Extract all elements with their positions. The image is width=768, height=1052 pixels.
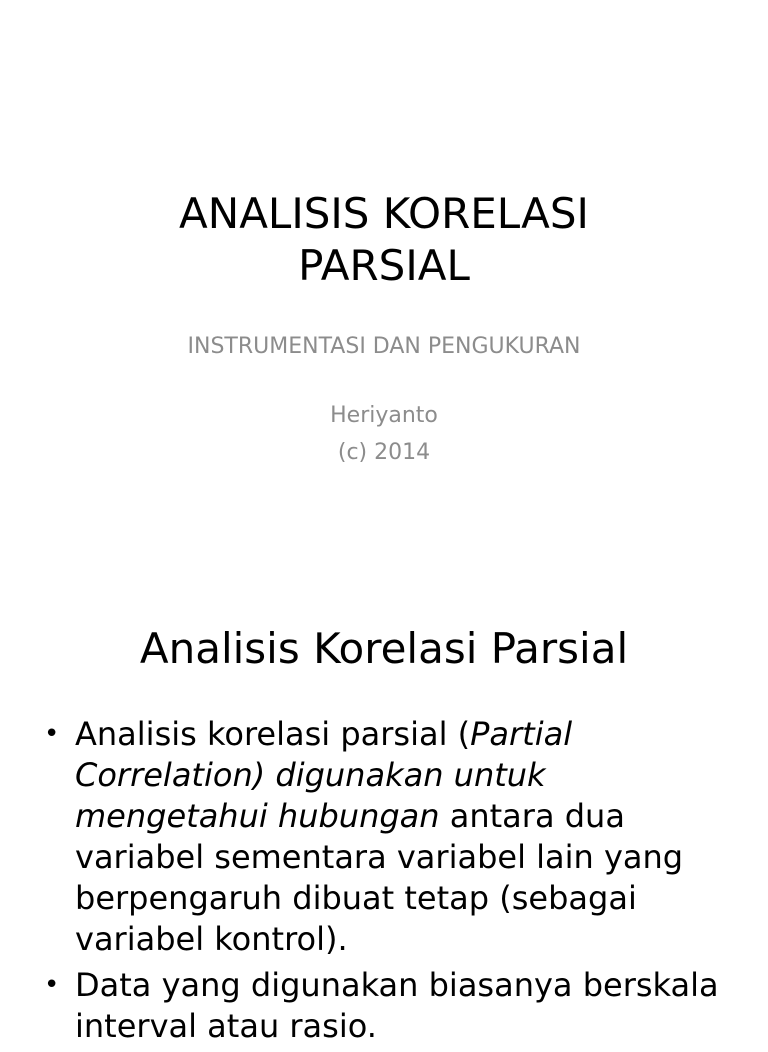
course-subtitle: INSTRUMENTASI DAN PENGUKURAN [187,334,581,359]
presentation-title [0,188,768,292]
content-slide [0,576,768,1045]
bullet-2-text: Data yang digunakan biasanya berskala interval atau rasio. [75,966,719,1045]
slide-title: Analisis Korelasi Parsial [139,624,629,673]
bullet-list [0,714,768,1052]
subtitle-block [0,331,768,471]
bullet-1-text-italic: Partial Correlation) digunakan untuk mengetahui hubungan [75,715,573,835]
author-block [0,397,768,471]
bullet-icon: • [44,719,60,749]
copyright-year: (c) 2014 [337,440,431,465]
bullet-1-text-normal: Analisis korelasi parsial ( [75,715,471,753]
bullet-icon: • [44,970,60,1000]
author-name: Heriyanto [330,403,438,428]
title-line-2: PARSIAL [298,241,470,290]
bullet-1-text-rest: antara dua variabel sementara variabel lain yang berpengaruh dibuat tetap (sebagai variabel kontrol). [75,797,684,958]
title-line-1: ANALISIS KORELASI [179,189,589,238]
bullet-item [0,965,768,1047]
bullet-item [0,714,768,960]
